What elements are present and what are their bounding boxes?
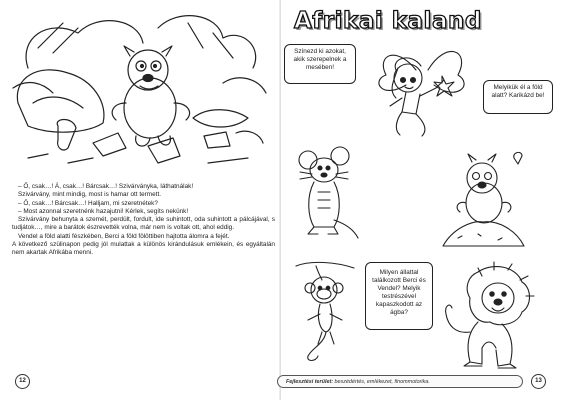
footer-development-area (277, 375, 523, 388)
story-line: – Ő, csak…! Bárcsak…! Halljam, mi szeretnétek? (18, 199, 158, 207)
fairy-illustration (366, 40, 476, 145)
instruction-bubble-color: Színezd ki azokat, akik szerepelnek a mesében! (284, 44, 356, 84)
page-number-right: 13 (531, 374, 546, 389)
mole-on-mound-illustration (438, 148, 528, 250)
footer-label: Fejlesztési terület: (286, 379, 334, 385)
page-number-left: 12 (15, 374, 30, 389)
story-paragraph: A következő szülinapon pedig jól mulattak a különös kirándulásuk emlékein, és egyáltalán nem akartak Afrikába menni. (12, 241, 275, 257)
story-line: Szivárvány, mint mindig, most is hamar ott termett. (18, 191, 162, 199)
monkey-illustration (296, 258, 356, 362)
mouse-illustration (296, 142, 362, 242)
story-paragraph: Szivárvány behunyta a szemét, perdült, fordult, ide suhintott, oda suhintott a pálcájával, s tudjátok…, mire a barátok észrevették volna, már nem is voltak ott, ahol eddig. (12, 216, 275, 232)
question-bubble-animal: Milyen állattal találkozott Berci és Vendel? Melyik testrészével kapaszkodott az ágba? (365, 262, 433, 330)
story-line: – Most azonnal szeretnénk hazajutni! Kérlek, segíts nekünk! (18, 207, 189, 215)
instruction-bubble-underground: Melyikük él a föld alatt? Karikázd be! (483, 80, 553, 114)
story-paragraph: Vendel a föld alatti fészkében, Berci a föld fölöttiben hajtotta álomra a fejét. (18, 232, 230, 240)
story-text (12, 183, 275, 258)
lion-illustration (438, 262, 538, 372)
story-line: – Ő, csak…! Á, csak…! Bárcsak…! Szivárványka, láthatnálak! (18, 183, 194, 190)
page-title: Afrikai kaland (294, 8, 482, 34)
mole-illustration (8, 8, 270, 173)
footer-text: beszédértés, emlékezet, finommotorika. (334, 379, 430, 385)
